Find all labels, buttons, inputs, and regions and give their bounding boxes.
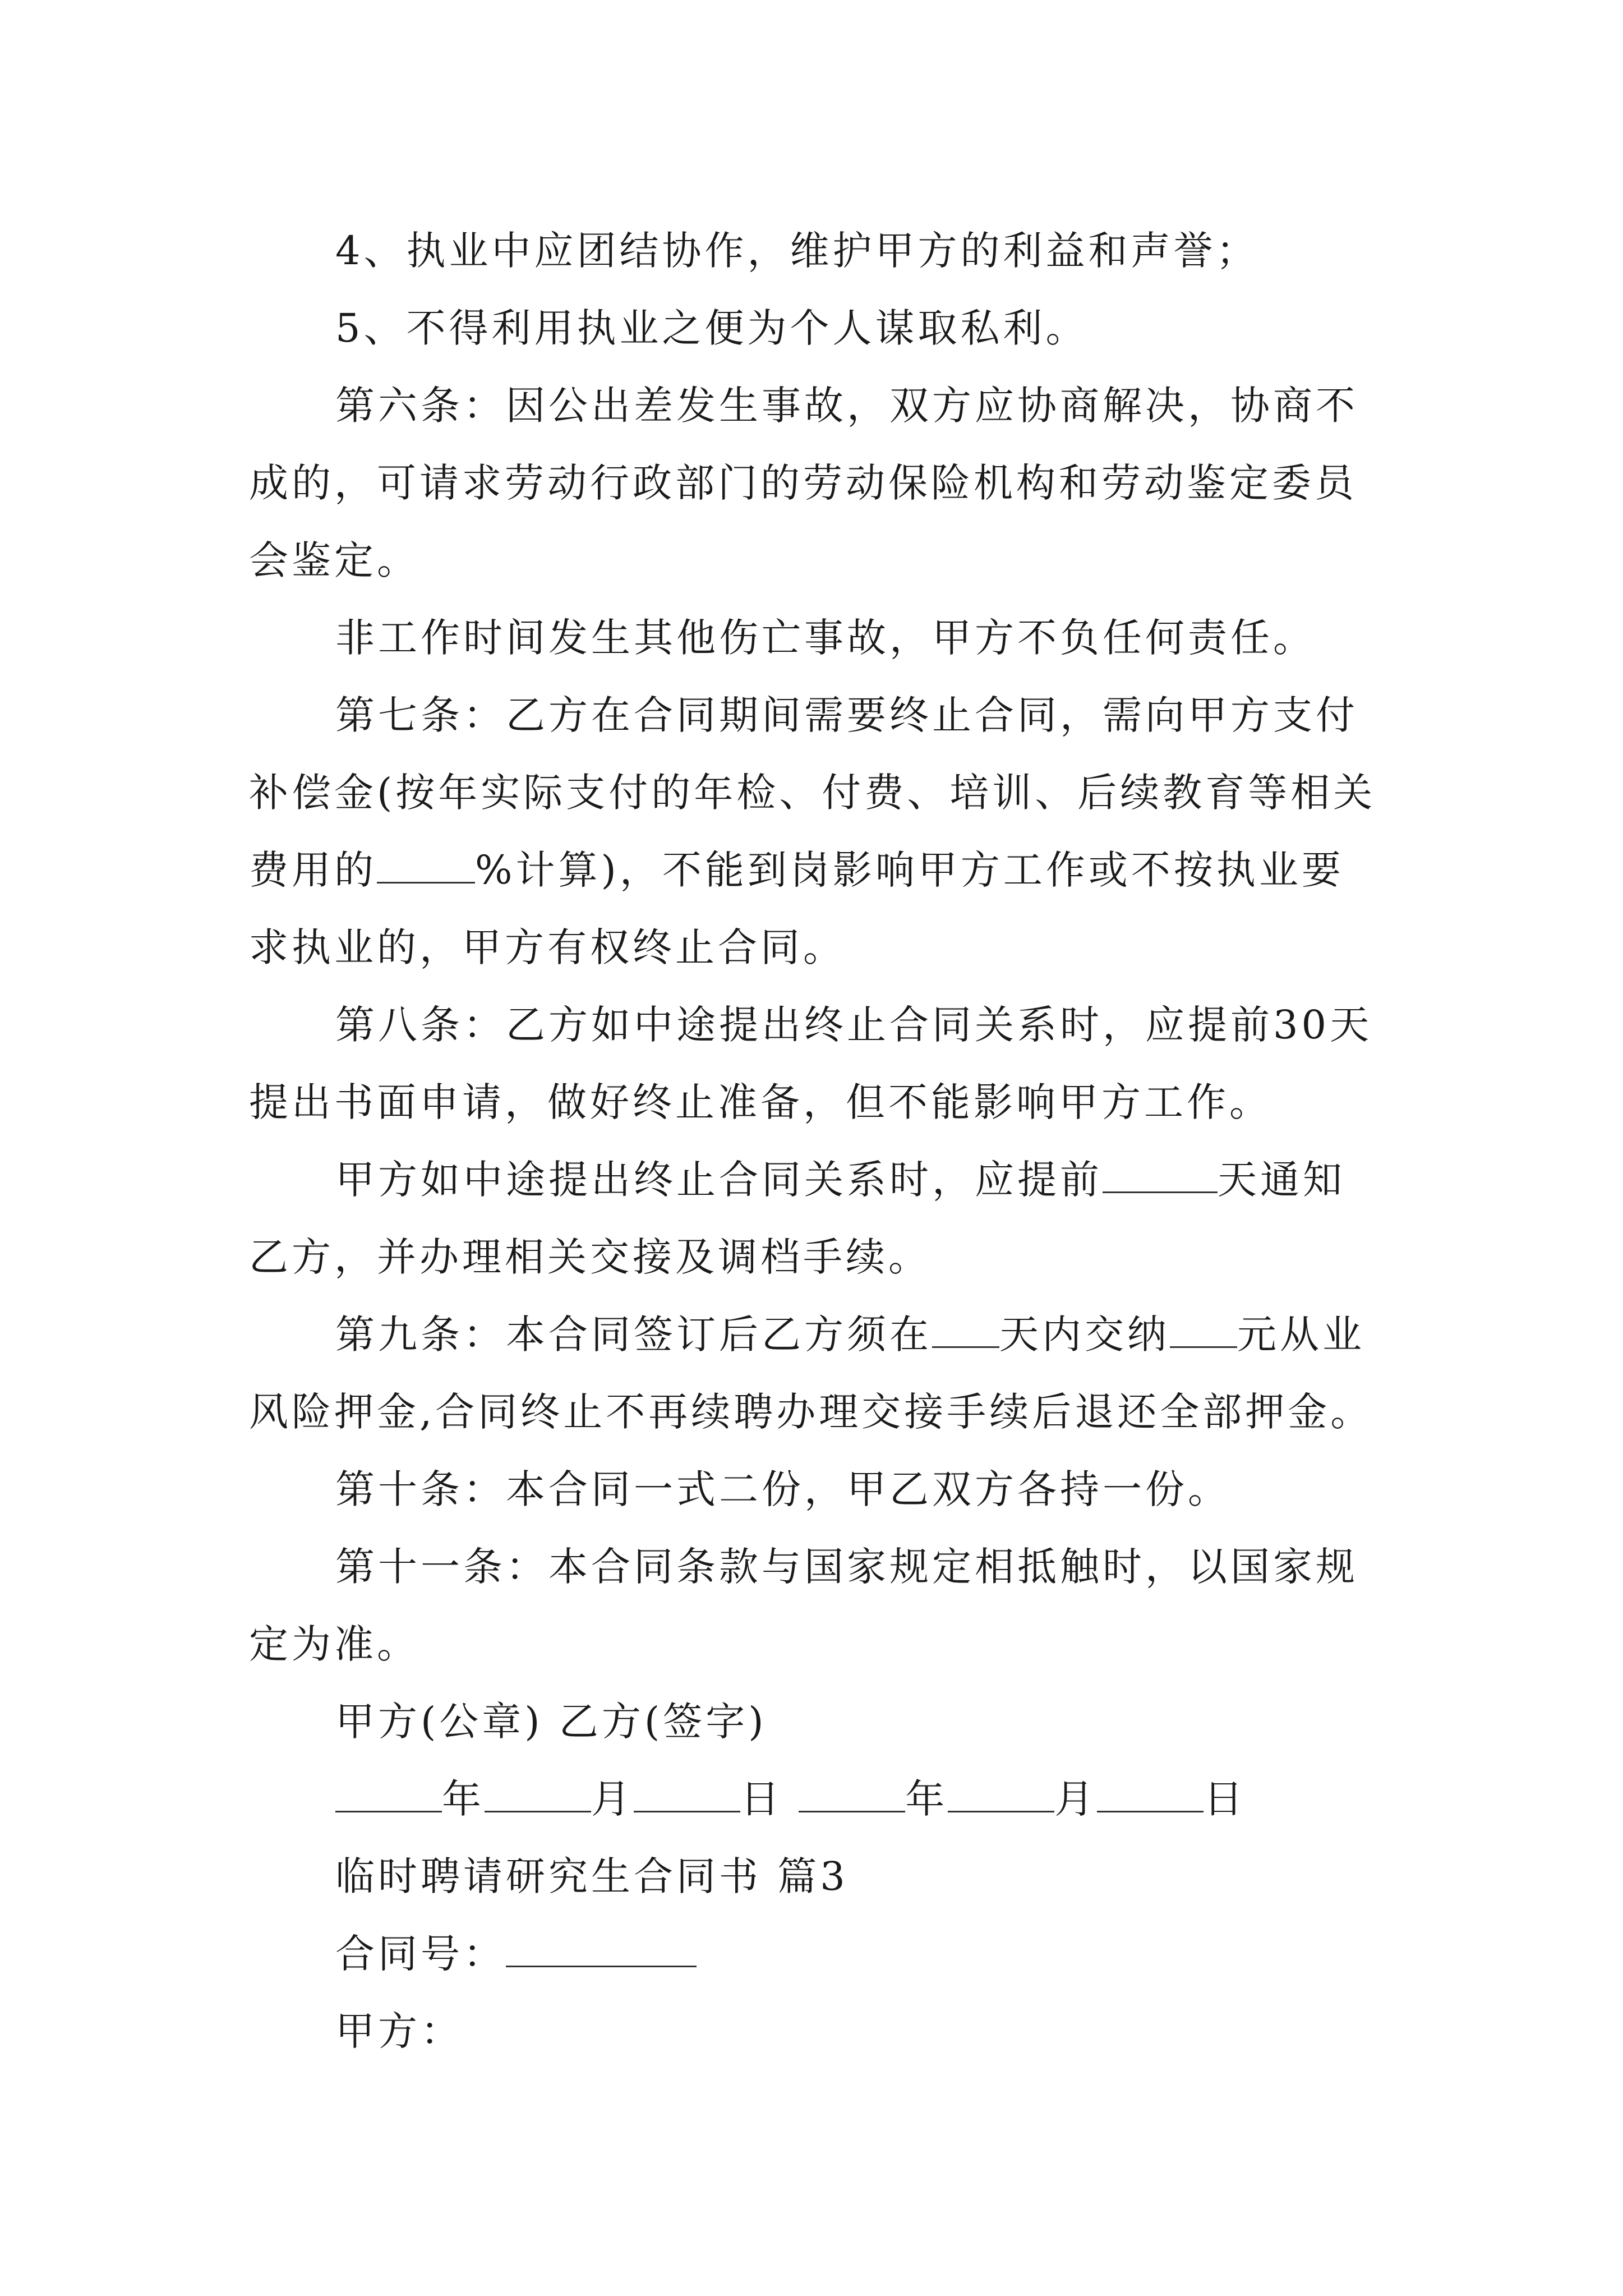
signature-parties xyxy=(249,1683,1376,1760)
article-7-text-a: 第七条：乙方在合同期间需要终止合同，需向甲方支付补偿金(按年实际支付的年检、付费、培训、后续教育等相关费用的 xyxy=(249,692,1376,893)
article-11: 第十一条：本合同条款与国家规定相抵触时，以国家规定为准。 xyxy=(249,1544,1358,1667)
party-a-year-label: 年 xyxy=(442,1776,485,1822)
notice-days-blank xyxy=(1103,1157,1218,1193)
article-8: 第八条：乙方如中途提出终止合同关系时，应提前30天提出书面申请，做好终止准备，但不能影响甲方工作。 xyxy=(249,1002,1373,1125)
clause-item-5: 5、不得利用执业之便为个人谋取私利。 xyxy=(335,305,1089,351)
article-8-text-a: 甲方如中途提出终止合同关系时，应提前 xyxy=(335,1157,1103,1203)
article-8-text-b: 天通知乙方，并办理相关交接及调档手续。 xyxy=(249,1157,1345,1280)
party-b-month-label: 月 xyxy=(1054,1776,1098,1822)
days-blank xyxy=(932,1312,999,1348)
article-10: 第十条：本合同一式二份，甲乙双方各持一份。 xyxy=(335,1466,1230,1512)
party-a-label: 甲方： xyxy=(335,2008,463,2054)
party-b-sign-label: 乙方(签字) xyxy=(559,1699,767,1745)
party-a-month-blank xyxy=(485,1776,591,1812)
section-title: 临时聘请研究生合同书 篇3 xyxy=(335,1853,849,1899)
party-b-day-label: 日 xyxy=(1204,1776,1247,1822)
percent-blank xyxy=(377,847,475,884)
article-9-text-a: 第九条：本合同签订后乙方须在 xyxy=(335,1312,932,1358)
party-a-seal-label: 甲方(公章) xyxy=(335,1699,543,1745)
party-a-year-blank xyxy=(335,1776,442,1812)
article-9-text-c: 元从业风险押金,合同终止不再续聘办理交接手续后退还全部押金。 xyxy=(249,1312,1373,1435)
article-6-note: 非工作时间发生其他伤亡事故，甲方不负任何责任。 xyxy=(335,615,1316,661)
article-8-party-a xyxy=(249,1141,1376,1296)
article-7-text-b: %计算)，不能到岗影响甲方工作或不按执业要求执业的，甲方有权终止合同。 xyxy=(249,847,1344,970)
party-a-day-blank xyxy=(634,1776,740,1812)
article-7 xyxy=(249,677,1376,986)
contract-body xyxy=(249,212,1376,2070)
article-6: 第六条：因公出差发生事故，双方应协商解决，协商不成的，可请求劳动行政部门的劳动保险机构和劳动鉴定委员会鉴定。 xyxy=(249,383,1358,583)
article-9-text-b: 天内交纳 xyxy=(999,1312,1170,1358)
party-b-day-blank xyxy=(1097,1776,1204,1812)
contract-number-blank xyxy=(506,1931,697,1967)
signature-dates xyxy=(249,1760,1376,1838)
party-b-year-label: 年 xyxy=(905,1776,948,1822)
deposit-amount-blank xyxy=(1170,1312,1237,1348)
party-a-month-label: 月 xyxy=(591,1776,634,1822)
party-b-month-blank xyxy=(948,1776,1054,1812)
contract-number-row xyxy=(249,1915,1376,1993)
party-b-year-blank xyxy=(799,1776,905,1812)
clause-item-4: 4、执业中应团结协作，维护甲方的利益和声誉； xyxy=(335,228,1259,274)
contract-number-label: 合同号： xyxy=(335,1931,506,1977)
article-9 xyxy=(249,1296,1376,1451)
party-a-day-label: 日 xyxy=(740,1776,783,1822)
